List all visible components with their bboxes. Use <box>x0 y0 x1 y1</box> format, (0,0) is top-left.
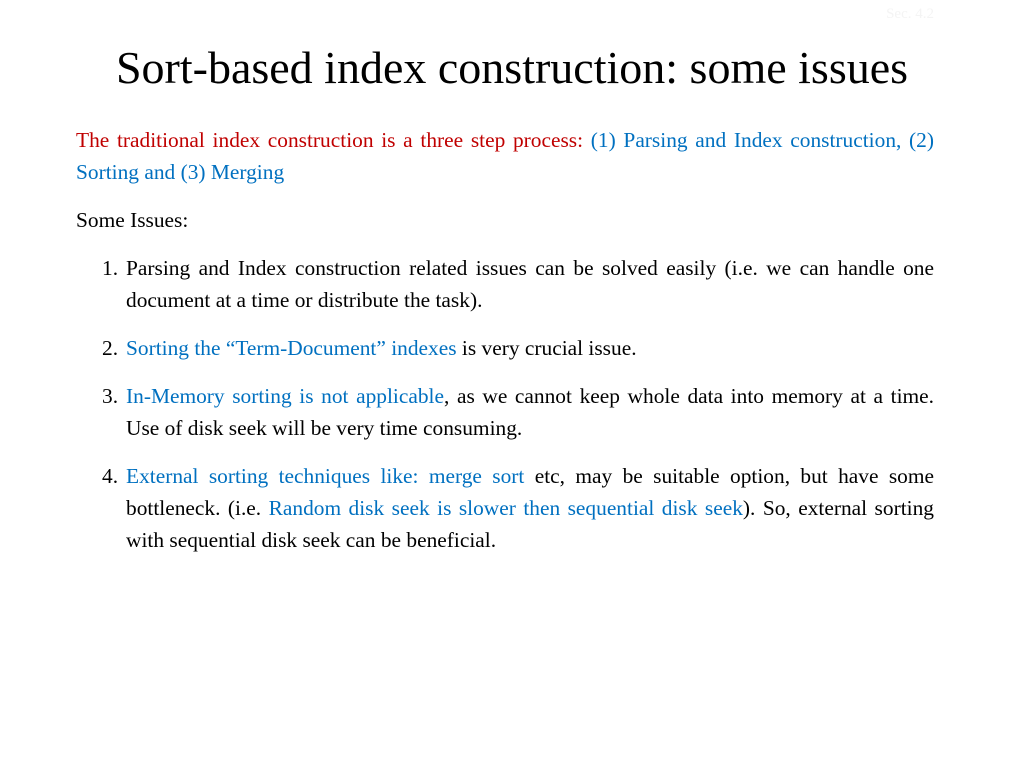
text-segment: is very crucial issue. <box>456 336 637 360</box>
issue-text <box>126 460 934 556</box>
section-reference: Sec. 4.2 <box>886 6 934 22</box>
text-segment: ). So, external sorting with sequential disk seek can be beneficial. <box>126 496 934 552</box>
highlight-segment: Random disk seek is slower then sequential disk seek <box>268 496 743 520</box>
issue-item-4 <box>76 460 934 556</box>
issue-item-1 <box>76 252 934 316</box>
highlight-segment: Sorting the “Term-Document” indexes <box>126 336 457 360</box>
issue-text <box>126 252 934 316</box>
text-segment: etc, may be suitable option, but have some bottleneck. (i.e. <box>126 464 935 520</box>
highlight-segment: In-Memory sorting is not applicable <box>126 384 444 408</box>
issue-number: 4. <box>102 464 119 488</box>
issue-item-3 <box>76 380 934 444</box>
highlight-segment: External sorting techniques like: merge sort <box>126 464 525 488</box>
issues-label: Some Issues: <box>76 208 189 232</box>
text-segment: , as we cannot keep whole data into memory at a time. Use of disk seek will be very time consuming. <box>126 384 934 440</box>
slide-content <box>76 124 934 572</box>
issue-number: 2. <box>102 336 119 360</box>
slide-title: Sort-based index construction: some issues <box>115 42 909 93</box>
intro-blue-text: (1) Parsing and Index construction, (2) Sorting and (3) Merging <box>76 128 934 184</box>
issue-number: 1. <box>102 256 119 280</box>
issue-number: 3. <box>102 384 119 408</box>
intro-red-text: The traditional index construction is a three step process: <box>76 128 591 152</box>
issue-item-2 <box>76 332 934 364</box>
text-segment: Parsing and Index construction related issues can be solved easily (i.e. we can handle one document at a time or distribute the task). <box>126 256 934 312</box>
issue-text <box>126 332 934 364</box>
issue-text <box>126 380 934 444</box>
intro-paragraph <box>76 124 934 188</box>
